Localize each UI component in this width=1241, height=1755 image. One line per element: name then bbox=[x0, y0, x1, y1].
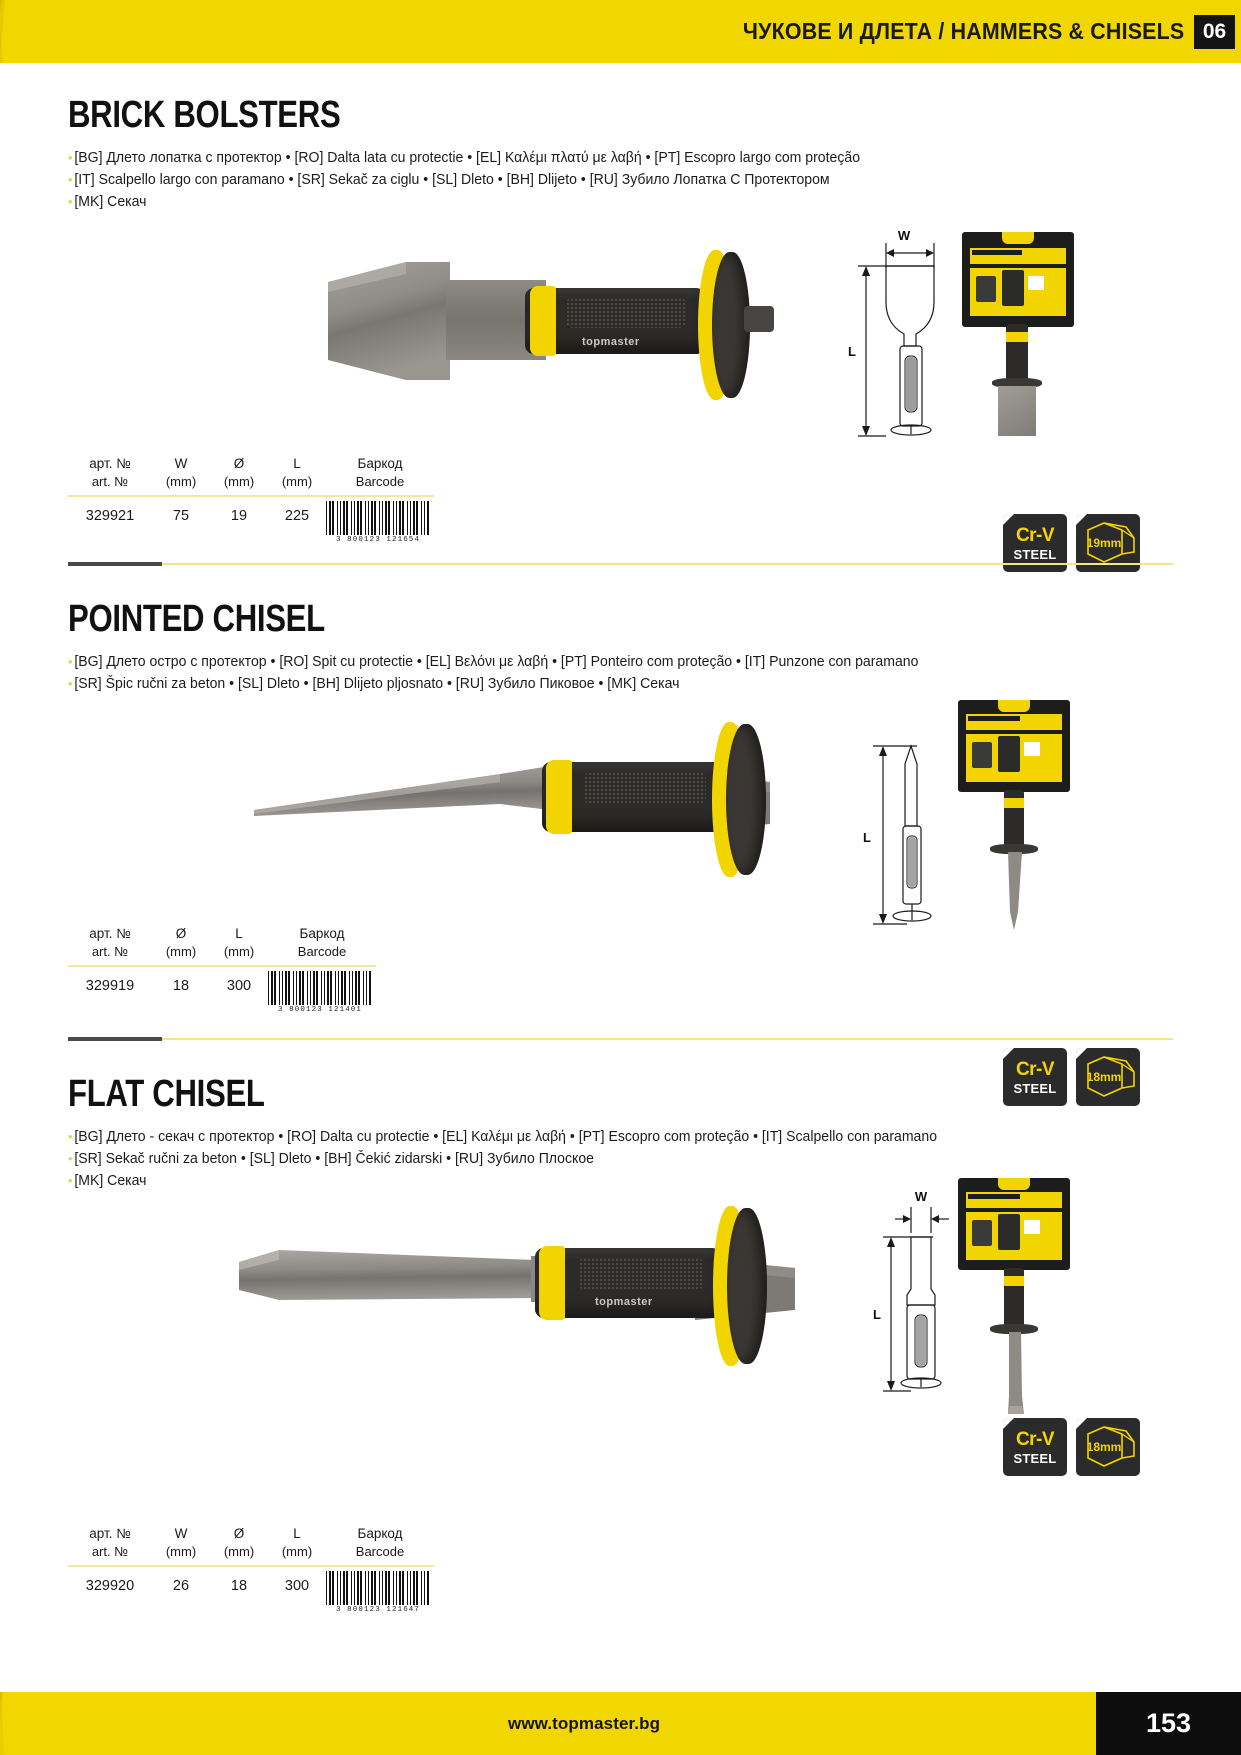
col-header-barcode bbox=[326, 455, 434, 473]
handle-grip-yellow bbox=[542, 289, 556, 353]
col-header-diameter bbox=[210, 1525, 268, 1543]
col-subheader-article-en: art. № bbox=[91, 1544, 129, 1559]
description-text: [SR] Špic ručni za beton • [SL] Dleto • [BH] Dlijeto pljosnato • [RU] Зубило Пиковое • [MK] Секач bbox=[74, 676, 680, 692]
col-header-article bbox=[68, 455, 152, 473]
badge-crv-top-label: Cr-V bbox=[1015, 524, 1055, 546]
description-text: [SR] Sekač ručni za beton • [SL] Dleto • [BH] Čekić zidarski • [RU] Зубило Плоское bbox=[74, 1151, 594, 1167]
package-photo-flat-chisel bbox=[958, 1178, 1070, 1418]
col-subheader-diameter-unit bbox=[152, 943, 210, 961]
bullet-icon: • bbox=[68, 194, 73, 209]
col-subheader-barcode bbox=[268, 943, 376, 961]
technical-drawing-pointed-chisel bbox=[855, 730, 965, 930]
bullet-icon: • bbox=[68, 1151, 73, 1166]
grip-texture bbox=[579, 1258, 703, 1290]
description-line bbox=[68, 1126, 1140, 1148]
bullet-icon: • bbox=[68, 654, 73, 669]
technical-drawing-flat-chisel bbox=[855, 1185, 975, 1400]
col-subheader-length-unit bbox=[210, 943, 268, 961]
col-subheader-article-en: art. № bbox=[91, 474, 129, 489]
unit-label: (mm) bbox=[281, 474, 313, 489]
badge-size-label: 19mm bbox=[1086, 536, 1122, 550]
footer-website-url[interactable]: www.topmaster.bg bbox=[508, 1713, 661, 1733]
col-header-article-bg: арт. № bbox=[89, 926, 131, 941]
col-subheader-article bbox=[68, 943, 152, 961]
col-header-diameter-label: Ø bbox=[233, 456, 245, 471]
col-header-article bbox=[68, 925, 152, 943]
cell-length: 225 bbox=[284, 508, 310, 524]
col-header-barcode-bg: Баркод bbox=[357, 456, 403, 471]
col-header-w-label: W bbox=[174, 1526, 188, 1541]
spec-table-flat-chisel bbox=[68, 1525, 434, 1614]
barcode-image bbox=[268, 971, 372, 1014]
col-subheader-length-unit bbox=[268, 473, 326, 491]
section-title: FLAT CHISEL bbox=[68, 1073, 265, 1115]
unit-label: (mm) bbox=[165, 474, 197, 489]
barcode-bars bbox=[326, 501, 430, 535]
hex-icon bbox=[1078, 518, 1138, 568]
col-header-diameter-label: Ø bbox=[175, 926, 187, 941]
guard-disc bbox=[727, 1208, 767, 1364]
description-text: [BG] Длето остро с протектор • [RO] Spit cu protectie • [EL] Βελόνι με λαβή • [PT] Ponteiro com proteção • [IT] Punzone con paramano bbox=[74, 654, 919, 670]
col-subheader-barcode bbox=[326, 473, 434, 491]
brand-logo: topmaster bbox=[595, 1296, 653, 1308]
badge-hex-size bbox=[1076, 1418, 1140, 1476]
package-photo-pointed-chisel bbox=[958, 700, 1070, 935]
badge-crv-bottom-label: STEEL bbox=[1013, 1450, 1057, 1466]
cell-length: 300 bbox=[284, 1578, 310, 1594]
col-header-length bbox=[268, 455, 326, 473]
dimension-label-w: W bbox=[914, 1189, 928, 1204]
col-header-barcode-bg: Баркод bbox=[299, 926, 345, 941]
page-number: 153 bbox=[1096, 1692, 1241, 1755]
section-description bbox=[68, 651, 1173, 695]
col-header-length-label: L bbox=[293, 1526, 301, 1541]
col-subheader-diameter-unit bbox=[210, 473, 268, 491]
product-section-brick-bolsters bbox=[68, 96, 1173, 213]
cell-diameter: 18 bbox=[172, 978, 190, 994]
col-header-w-label: W bbox=[174, 456, 188, 471]
col-subheader-barcode-en: Barcode bbox=[355, 1544, 405, 1559]
header-title-group bbox=[709, 0, 1241, 63]
spec-table-brick-bolster bbox=[68, 455, 434, 544]
dimension-label-l: L bbox=[863, 830, 871, 845]
col-header-w bbox=[152, 455, 210, 473]
cell-diameter: 18 bbox=[230, 1578, 248, 1594]
col-header-article-bg: арт. № bbox=[89, 456, 131, 471]
col-header-length-label: L bbox=[235, 926, 243, 941]
description-line bbox=[68, 169, 1140, 191]
description-line bbox=[68, 147, 1140, 169]
page-footer bbox=[0, 1692, 1241, 1755]
dimension-label-l: L bbox=[848, 344, 856, 359]
col-subheader-w-unit bbox=[152, 473, 210, 491]
product-photo-pointed-chisel bbox=[250, 700, 810, 900]
cell-diameter: 19 bbox=[230, 508, 248, 524]
cell-w: 26 bbox=[172, 1578, 190, 1594]
page-title: ЧУКОВЕ И ДЛЕТА / HAMMERS & CHISELS bbox=[743, 18, 1185, 44]
unit-label: (mm) bbox=[165, 1544, 197, 1559]
product-section-pointed-chisel bbox=[68, 562, 1173, 695]
badge-group-flat-chisel bbox=[1003, 1418, 1140, 1476]
description-text: [IT] Scalpello largo con paramano • [SR] Sekač za ciglu • [SL] Dleto • [BH] Dlijeto • [RU] Зубило Лопатка С Протектором bbox=[74, 172, 830, 188]
col-header-barcode bbox=[326, 1525, 434, 1543]
col-header-diameter bbox=[152, 925, 210, 943]
badge-crv-bottom-label: STEEL bbox=[1013, 546, 1057, 562]
description-line bbox=[68, 191, 1140, 213]
barcode-digits: 3 800123 121654 bbox=[335, 536, 420, 544]
section-divider bbox=[68, 562, 1173, 566]
barcode-digits: 3 800123 121401 bbox=[277, 1006, 362, 1014]
col-header-diameter bbox=[210, 455, 268, 473]
col-header-barcode bbox=[268, 925, 376, 943]
section-divider bbox=[68, 1037, 1173, 1041]
cell-article: 329920 bbox=[85, 1578, 135, 1594]
cell-article: 329921 bbox=[85, 508, 135, 524]
cell-w: 75 bbox=[172, 508, 190, 524]
table-row bbox=[68, 966, 376, 1014]
col-header-diameter-label: Ø bbox=[233, 1526, 245, 1541]
hex-icon bbox=[1078, 1422, 1138, 1472]
badge-crv-steel bbox=[1003, 1418, 1067, 1476]
grip-texture bbox=[566, 298, 686, 328]
badge-size-label: 18mm bbox=[1086, 1070, 1122, 1084]
description-text: [MK] Секач bbox=[74, 194, 147, 210]
handle-end-cap bbox=[744, 306, 774, 332]
bullet-icon: • bbox=[68, 1173, 73, 1188]
description-text: [BG] Длето - секач с протектор • [RO] Dalta cu protectie • [EL] Καλέμι με λαβή • [PT] Escopro com proteção • [IT] Scalpello con paramano bbox=[74, 1129, 938, 1145]
technical-drawing-brick-bolster bbox=[830, 228, 950, 443]
col-subheader-diameter-unit bbox=[210, 1543, 268, 1561]
col-subheader-article-en: art. № bbox=[91, 944, 129, 959]
unit-label: (mm) bbox=[223, 474, 255, 489]
bullet-icon: • bbox=[68, 172, 73, 187]
barcode-image bbox=[326, 501, 430, 544]
handle-grip-yellow bbox=[539, 1246, 565, 1320]
col-header-barcode-bg: Баркод bbox=[357, 1526, 403, 1541]
cell-barcode bbox=[326, 1566, 434, 1614]
col-subheader-article bbox=[68, 473, 152, 491]
description-line bbox=[68, 651, 1140, 673]
cell-length: 300 bbox=[226, 978, 252, 994]
bullet-icon: • bbox=[68, 1129, 73, 1144]
badge-crv-top-label: Cr-V bbox=[1015, 1428, 1055, 1450]
brand-logo: topmaster bbox=[582, 336, 640, 348]
barcode-image bbox=[326, 1571, 430, 1614]
col-header-length bbox=[210, 925, 268, 943]
spec-table-pointed-chisel bbox=[68, 925, 376, 1014]
col-subheader-barcode-en: Barcode bbox=[355, 474, 405, 489]
chapter-number-badge: 06 bbox=[1194, 15, 1235, 49]
page-header bbox=[0, 0, 1241, 63]
badge-crv-bottom-label: STEEL bbox=[1013, 1080, 1057, 1096]
barcode-bars bbox=[326, 1571, 430, 1605]
guard-disc bbox=[726, 724, 766, 875]
product-photo-flat-chisel bbox=[235, 1190, 815, 1390]
col-header-w bbox=[152, 1525, 210, 1543]
col-subheader-barcode bbox=[326, 1543, 434, 1561]
col-subheader-length-unit bbox=[268, 1543, 326, 1561]
section-description bbox=[68, 147, 1173, 213]
col-header-article bbox=[68, 1525, 152, 1543]
package-photo-brick-bolster bbox=[962, 232, 1074, 447]
bullet-icon: • bbox=[68, 150, 73, 165]
unit-label: (mm) bbox=[281, 1544, 313, 1559]
col-header-length-label: L bbox=[293, 456, 301, 471]
cell-barcode bbox=[268, 966, 376, 1014]
table-row bbox=[68, 496, 434, 544]
description-text: [MK] Секач bbox=[74, 1173, 147, 1189]
handle-grip-yellow bbox=[546, 760, 572, 834]
dimension-label-l: L bbox=[873, 1307, 881, 1322]
description-text: [BG] Длето лопатка с протектор • [RO] Dalta lata cu protectie • [EL] Καλέμι πλατύ με λαβή • [PT] Escopro largo com proteção bbox=[74, 150, 861, 166]
section-title: POINTED CHISEL bbox=[68, 598, 325, 640]
product-section-flat-chisel bbox=[68, 1037, 1173, 1192]
col-subheader-barcode-en: Barcode bbox=[297, 944, 347, 959]
badge-crv-top-label: Cr-V bbox=[1015, 1058, 1055, 1080]
grip-texture bbox=[584, 772, 706, 804]
col-header-length bbox=[268, 1525, 326, 1543]
col-subheader-w-unit bbox=[152, 1543, 210, 1561]
dimension-label-w: W bbox=[897, 228, 911, 243]
product-photo-brick-bolster bbox=[320, 240, 790, 425]
bullet-icon: • bbox=[68, 676, 73, 691]
cell-article: 329919 bbox=[85, 978, 135, 994]
col-header-article-bg: арт. № bbox=[89, 1526, 131, 1541]
table-row bbox=[68, 1566, 434, 1614]
col-subheader-article bbox=[68, 1543, 152, 1561]
description-line bbox=[68, 1148, 1140, 1170]
barcode-bars bbox=[268, 971, 372, 1005]
badge-size-label: 18mm bbox=[1086, 1440, 1122, 1454]
section-title: BRICK BOLSTERS bbox=[68, 94, 341, 136]
barcode-digits: 3 800123 121647 bbox=[335, 1606, 420, 1614]
unit-label: (mm) bbox=[223, 944, 255, 959]
cell-barcode bbox=[326, 496, 434, 544]
description-line bbox=[68, 673, 1140, 695]
unit-label: (mm) bbox=[165, 944, 197, 959]
unit-label: (mm) bbox=[223, 1544, 255, 1559]
